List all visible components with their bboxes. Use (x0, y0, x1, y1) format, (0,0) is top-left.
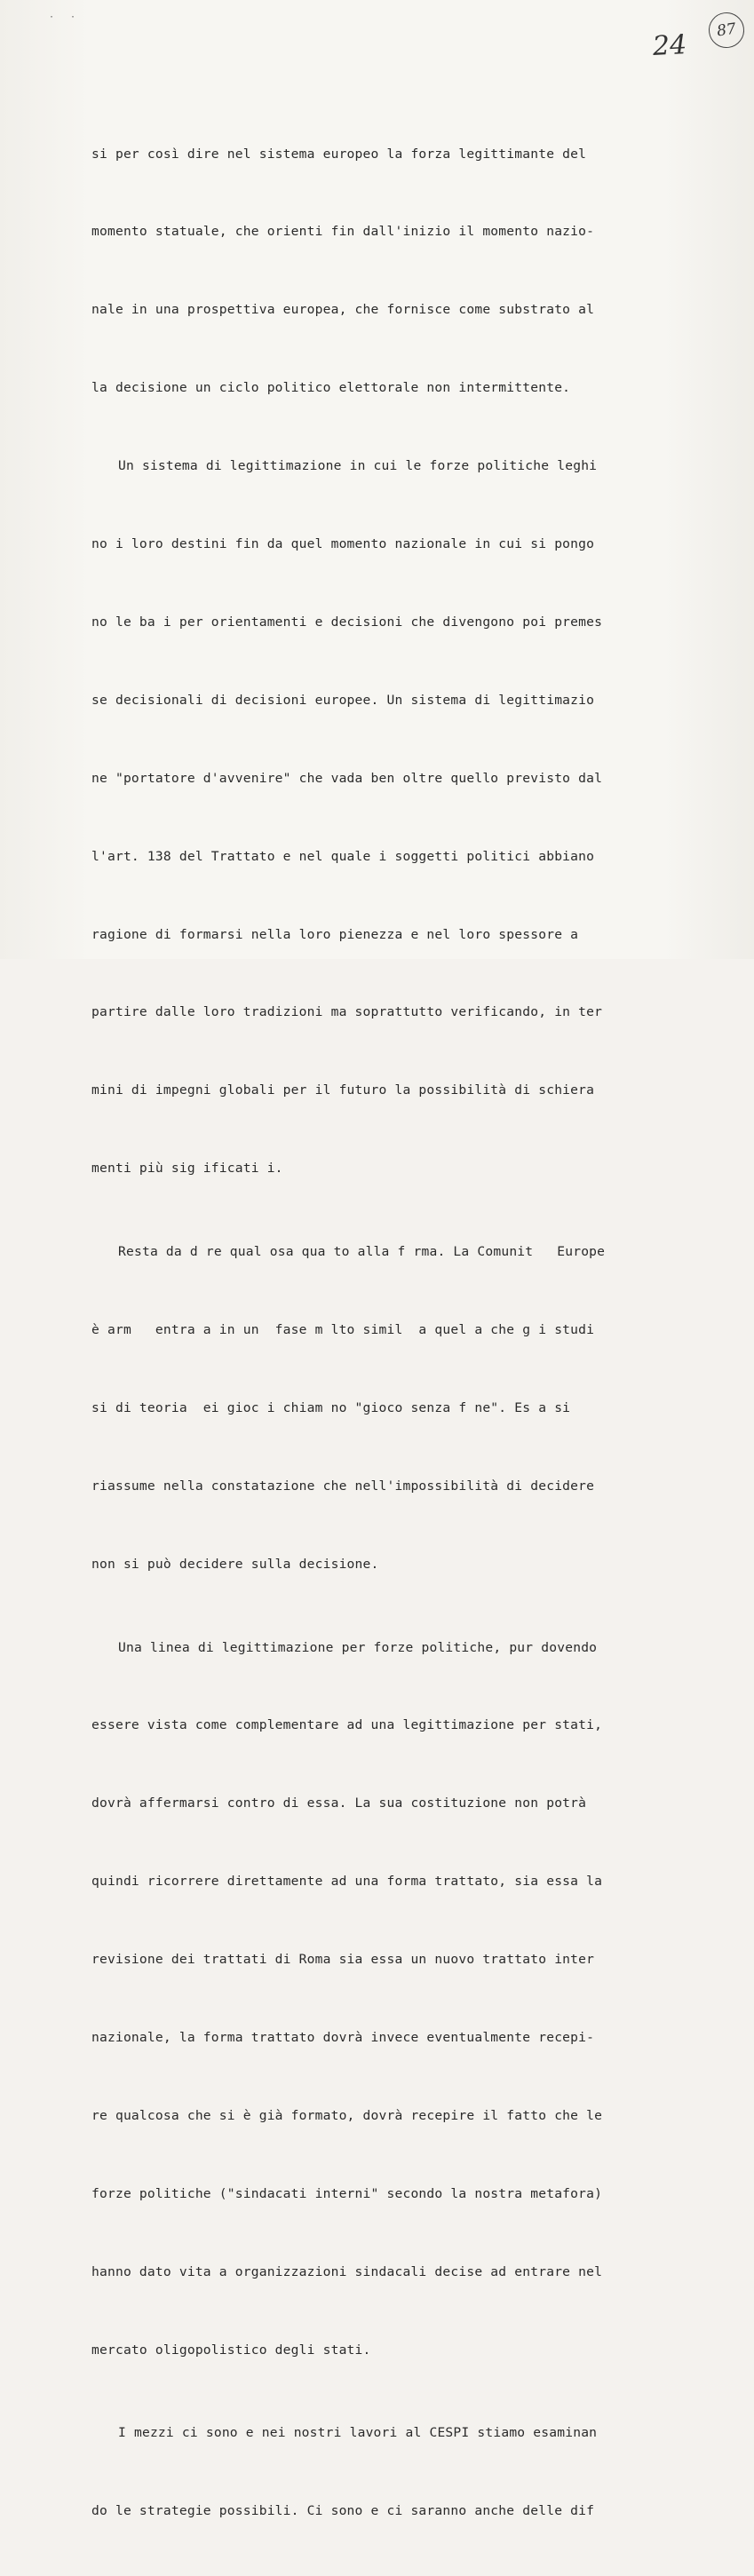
text-line: Una linea di legittimazione per forze politiche, pur dovendo (118, 1639, 598, 1655)
text-line: hanno dato vita a organizzazioni sindacali decise ad entrare nel (91, 2263, 603, 2279)
text-line: mercato oligopolistico degli stati. (91, 2342, 371, 2358)
text-line: dovrà affermarsi contro di essa. La sua costituzione non potrà (91, 1795, 587, 1811)
text-line: do le strategie possibili. Ci sono e ci saranno anche delle dif (91, 2503, 595, 2519)
text-line: è arm entra a in un fase m lto simil a quel a che g i studi (91, 1321, 595, 1337)
text-line: Resta da d re qual osa qua to alla f rma. La Comunit Europe (118, 1244, 606, 1260)
text-line: nazionale, la forma trattato dovrà invece eventualmente recepi- (91, 2029, 595, 2045)
text-line: partire dalle loro tradizioni ma soprattutto verificando, in ter (91, 1004, 603, 1020)
text-line: Un sistema di legittimazione in cui le forze politiche leghi (118, 458, 598, 474)
text-line: re qualcosa che si è già formato, dovrà recepire il fatto che le (91, 2107, 603, 2123)
text-line: momento statuale, che orienti fin dall'inizio il momento nazio- (91, 224, 595, 240)
text-line: se decisionali di decisioni europee. Un sistema di legittimazio (91, 692, 595, 708)
scan-specks: ·· (49, 12, 92, 22)
text-line: revisione dei trattati di Roma sia essa un nuovo trattato inter (91, 1952, 595, 1968)
circled-folio-stamp (706, 10, 746, 50)
typewritten-body (91, 89, 660, 2576)
text-line: forze politiche ("sindacati interni" secondo la nostra metafora) (91, 2185, 603, 2201)
text-line: si di teoria ei gioc i chiam no "gioco senza f ne". Es a si (91, 1399, 571, 1415)
handwritten-page-number: 24 (652, 29, 688, 62)
text-line: no le ba i per orientamenti e decisioni che divengono poi premes (91, 614, 603, 630)
text-line: nale in una prospettiva europea, che fornisce come substrato al (91, 302, 595, 318)
text-line: si per così dire nel sistema europeo la forza legittimante del (91, 146, 587, 162)
text-line: ragione di formarsi nella loro pienezza e nel loro spessore a (91, 926, 579, 942)
text-line: essere vista come complementare ad una legittimazione per stati, (91, 1717, 603, 1733)
text-line: ne "portatore d'avvenire" che vada ben oltre quello previsto dal (91, 770, 603, 786)
text-line: no i loro destini fin da quel momento nazionale in cui si pongo (91, 536, 595, 552)
text-line: riassume nella constatazione che nell'impossibilità di decidere (91, 1478, 595, 1494)
text-line: non si può decidere sulla decisione. (91, 1556, 379, 1572)
text-line: l'art. 138 del Trattato e nel quale i soggetti politici abbiano (91, 848, 595, 864)
text-line: quindi ricorrere direttamente ad una forma trattato, sia essa la (91, 1874, 603, 1890)
text-line: menti più sig ificati i. (91, 1161, 283, 1177)
stamp-number: 87 (715, 20, 738, 41)
text-line: mini di impegni globali per il futuro la possibilità di schiera (91, 1082, 595, 1098)
text-line: I mezzi ci sono e nei nostri lavori al CESPI stiamo esaminan (118, 2425, 598, 2441)
text-line: la decisione un ciclo politico elettorale non intermittente. (91, 380, 571, 396)
